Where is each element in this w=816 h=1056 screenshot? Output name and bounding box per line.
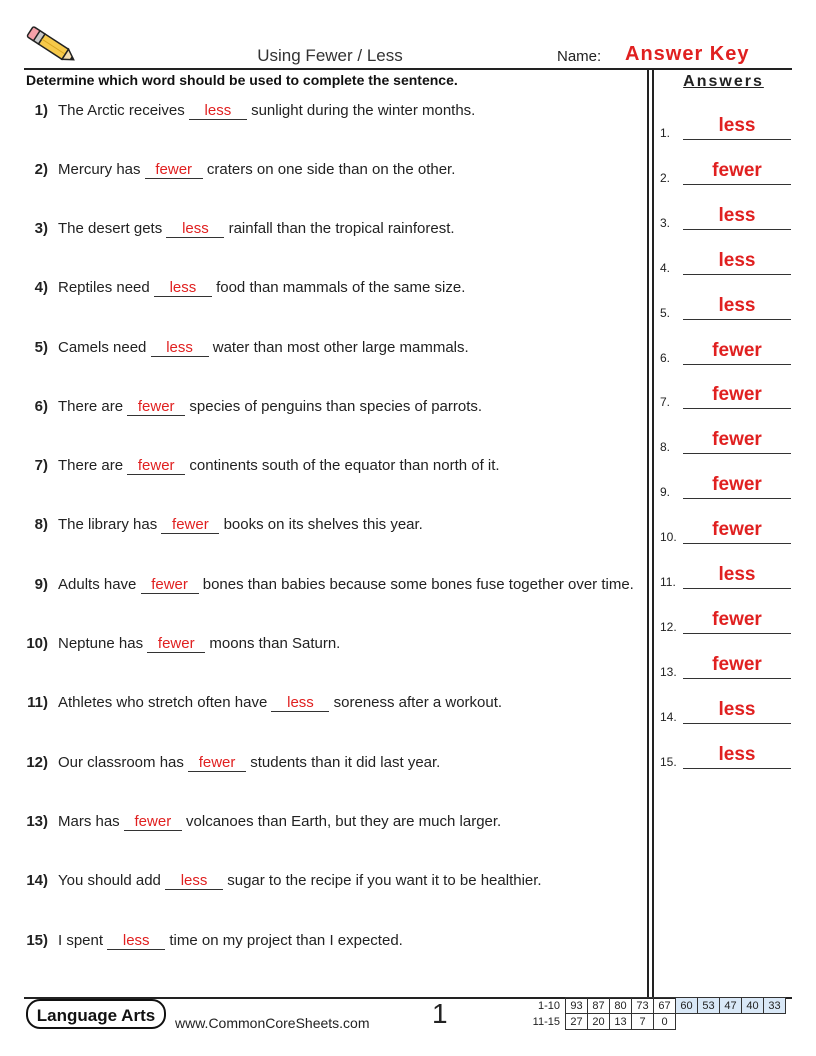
answers-heading: Answers xyxy=(683,73,764,90)
answer-row xyxy=(660,200,794,230)
pencil-icon xyxy=(22,22,80,68)
answer-row xyxy=(660,649,794,679)
question-text xyxy=(58,101,640,121)
score-cell: 93 xyxy=(566,998,588,1014)
answer-row xyxy=(660,469,794,499)
header-rule xyxy=(24,68,792,70)
question-text-after: continents south of the equator than north of it. xyxy=(189,457,500,474)
question-text-after: sunlight during the winter months. xyxy=(251,102,476,119)
question-text-after: students than it did last year. xyxy=(250,754,441,771)
answer-blank[interactable]: less xyxy=(271,694,329,712)
question-text xyxy=(58,160,640,180)
score-cell: 40 xyxy=(742,998,764,1014)
name-label: Name: xyxy=(557,48,602,65)
question-text-after: moons than Saturn. xyxy=(209,635,341,652)
answer-blank[interactable]: fewer xyxy=(127,457,185,475)
question-text xyxy=(58,575,640,595)
answer-line[interactable]: fewer xyxy=(683,652,791,679)
answer-number: 1. xyxy=(660,126,671,140)
answer-number: 9. xyxy=(660,485,671,500)
question-number: 12) xyxy=(26,754,48,771)
question-text-after: craters on one side than on the other. xyxy=(206,161,456,178)
answer-number: 8. xyxy=(660,440,671,455)
answer-line[interactable]: less xyxy=(683,742,791,769)
score-cell: 67 xyxy=(654,998,676,1014)
score-cell: 7 xyxy=(632,1014,654,1030)
question-text-before: Neptune has xyxy=(58,635,144,652)
answer-blank[interactable]: fewer xyxy=(161,516,219,534)
question-text-before: Mars has xyxy=(58,813,120,830)
question-text-after: volcanoes than Earth, but they are much larger. xyxy=(186,813,502,830)
score-cell: 0 xyxy=(654,1014,676,1030)
question-text xyxy=(58,634,640,654)
question-text-before: Our classroom has xyxy=(58,754,184,771)
score-cell: 27 xyxy=(566,1014,588,1030)
answer-line[interactable]: fewer xyxy=(683,607,791,634)
score-cell: 87 xyxy=(588,998,610,1014)
answer-row xyxy=(660,290,794,320)
answer-number: 7. xyxy=(660,395,671,410)
question-text xyxy=(58,219,640,239)
question-text-before: The library has xyxy=(58,516,158,533)
question-text-after: sugar to the recipe if you want it to be healthier. xyxy=(227,872,542,889)
question-text xyxy=(58,871,640,891)
answer-row xyxy=(660,559,794,589)
answer-row xyxy=(660,604,794,634)
answer-number: 15. xyxy=(660,754,677,769)
answer-line[interactable]: fewer xyxy=(683,472,791,499)
answer-row xyxy=(660,245,794,275)
answer-blank[interactable]: less xyxy=(154,279,212,297)
answer-blank[interactable]: less xyxy=(166,220,224,238)
question-number: 4) xyxy=(34,279,48,296)
answer-row xyxy=(660,514,794,544)
page-title: Using Fewer / Less xyxy=(257,46,403,65)
site-url: www.CommonCoreSheets.com xyxy=(175,1015,370,1031)
answer-line[interactable]: fewer xyxy=(683,382,791,409)
answer-row xyxy=(660,424,794,454)
question-text-before: Camels need xyxy=(58,339,147,356)
answer-number: 11. xyxy=(660,575,676,589)
question-text-before: Mercury has xyxy=(58,161,141,178)
answer-line[interactable]: fewer xyxy=(683,338,791,365)
score-cell: 47 xyxy=(720,998,742,1014)
answer-line[interactable]: fewer xyxy=(683,158,791,185)
answer-key-label: Answer Key xyxy=(625,43,750,65)
score-cell: 53 xyxy=(698,998,720,1014)
answer-number: 13. xyxy=(660,664,677,679)
question-text-before: There are xyxy=(58,398,124,415)
column-divider xyxy=(652,69,654,998)
question-text-after: time on my project than I expected. xyxy=(169,932,403,949)
answer-row xyxy=(660,739,794,769)
score-cell: 33 xyxy=(764,998,786,1014)
answer-number: 2. xyxy=(660,170,671,185)
column-divider xyxy=(647,69,649,998)
answer-row xyxy=(660,694,794,724)
answer-number: 14. xyxy=(660,709,677,724)
answer-row xyxy=(660,335,794,365)
answer-number: 5. xyxy=(660,305,671,320)
question-number: 2) xyxy=(34,161,48,178)
answer-line[interactable]: less xyxy=(683,248,791,275)
question-text-after: books on its shelves this year. xyxy=(223,516,423,533)
question-text-after: species of penguins than species of parrots. xyxy=(189,398,483,415)
answer-line[interactable]: fewer xyxy=(683,517,791,544)
question-text-before: Athletes who stretch often have xyxy=(58,694,268,711)
answer-blank[interactable]: fewer xyxy=(145,161,203,179)
question-text-before: There are xyxy=(58,457,124,474)
answer-line[interactable]: less xyxy=(683,697,791,724)
question-number: 13) xyxy=(26,813,48,830)
question-text xyxy=(58,812,640,832)
question-text xyxy=(58,397,640,417)
question-number: 15) xyxy=(26,932,48,949)
score-cell: 80 xyxy=(610,998,632,1014)
answer-line[interactable]: less xyxy=(683,113,791,140)
question-number: 1) xyxy=(34,102,48,119)
answer-blank[interactable]: less xyxy=(189,102,247,120)
answer-blank[interactable]: fewer xyxy=(127,398,185,416)
question-text xyxy=(58,693,640,713)
question-text xyxy=(58,753,640,773)
score-cell: 60 xyxy=(676,998,698,1014)
question-number: 7) xyxy=(34,457,48,474)
question-text-before: I spent xyxy=(58,932,104,949)
brand-badge: Language Arts xyxy=(26,999,166,1029)
question-text xyxy=(58,278,640,298)
score-row xyxy=(520,998,786,1014)
question-text xyxy=(58,456,640,476)
answer-line[interactable]: less xyxy=(683,203,791,230)
score-row xyxy=(520,1014,786,1030)
question-text-before: You should add xyxy=(58,872,161,889)
answer-line[interactable]: less xyxy=(683,293,791,320)
answer-blank[interactable]: fewer xyxy=(124,813,182,831)
question-text-before: The desert gets xyxy=(58,220,163,237)
answer-row xyxy=(660,110,794,140)
answer-blank[interactable]: less xyxy=(151,339,209,357)
question-text-after: bones than babies because some bones fuse together over time. xyxy=(202,576,634,593)
question-number: 11) xyxy=(27,694,48,711)
page-number: 1 xyxy=(432,998,448,1029)
answer-number: 3. xyxy=(660,215,671,230)
answer-number: 6. xyxy=(660,350,671,365)
question-text-after: rainfall than the tropical rainforest. xyxy=(228,220,455,237)
question-text-after: soreness after a workout. xyxy=(333,694,503,711)
answer-row xyxy=(660,379,794,409)
score-table xyxy=(520,997,786,1030)
answer-blank[interactable]: fewer xyxy=(188,754,246,772)
question-text xyxy=(58,338,640,358)
answer-number: 12. xyxy=(660,619,677,634)
answer-number: 4. xyxy=(660,260,671,275)
answer-line[interactable]: fewer xyxy=(683,427,791,454)
answer-line[interactable]: less xyxy=(683,562,791,589)
question-number: 5) xyxy=(34,339,48,356)
question-number: 9) xyxy=(34,576,48,593)
question-text-before: Adults have xyxy=(58,576,137,593)
question-text xyxy=(58,515,640,535)
score-cell: 13 xyxy=(610,1014,632,1030)
score-cell: 20 xyxy=(588,1014,610,1030)
question-number: 3) xyxy=(34,220,48,237)
question-text-after: food than mammals of the same size. xyxy=(216,279,466,296)
question-number: 14) xyxy=(26,872,48,889)
question-text-after: water than most other large mammals. xyxy=(212,339,469,356)
question-text-before: The Arctic receives xyxy=(58,102,185,119)
answer-blank[interactable]: fewer xyxy=(147,635,205,653)
answer-number: 10. xyxy=(660,530,677,545)
answer-blank[interactable]: fewer xyxy=(141,576,199,594)
score-cell: 73 xyxy=(632,998,654,1014)
question-number: 10) xyxy=(26,635,48,652)
answer-blank[interactable]: less xyxy=(165,872,223,890)
score-row-label: 11-15 xyxy=(532,1015,560,1028)
score-row-label: 1-10 xyxy=(537,999,560,1012)
question-number: 8) xyxy=(34,516,48,533)
question-number: 6) xyxy=(34,398,48,415)
answer-blank[interactable]: less xyxy=(107,932,165,950)
question-text-before: Reptiles need xyxy=(58,279,150,296)
instructions: Determine which word should be used to complete the sentence. xyxy=(26,72,458,88)
question-text xyxy=(58,931,640,951)
answer-row xyxy=(660,155,794,185)
